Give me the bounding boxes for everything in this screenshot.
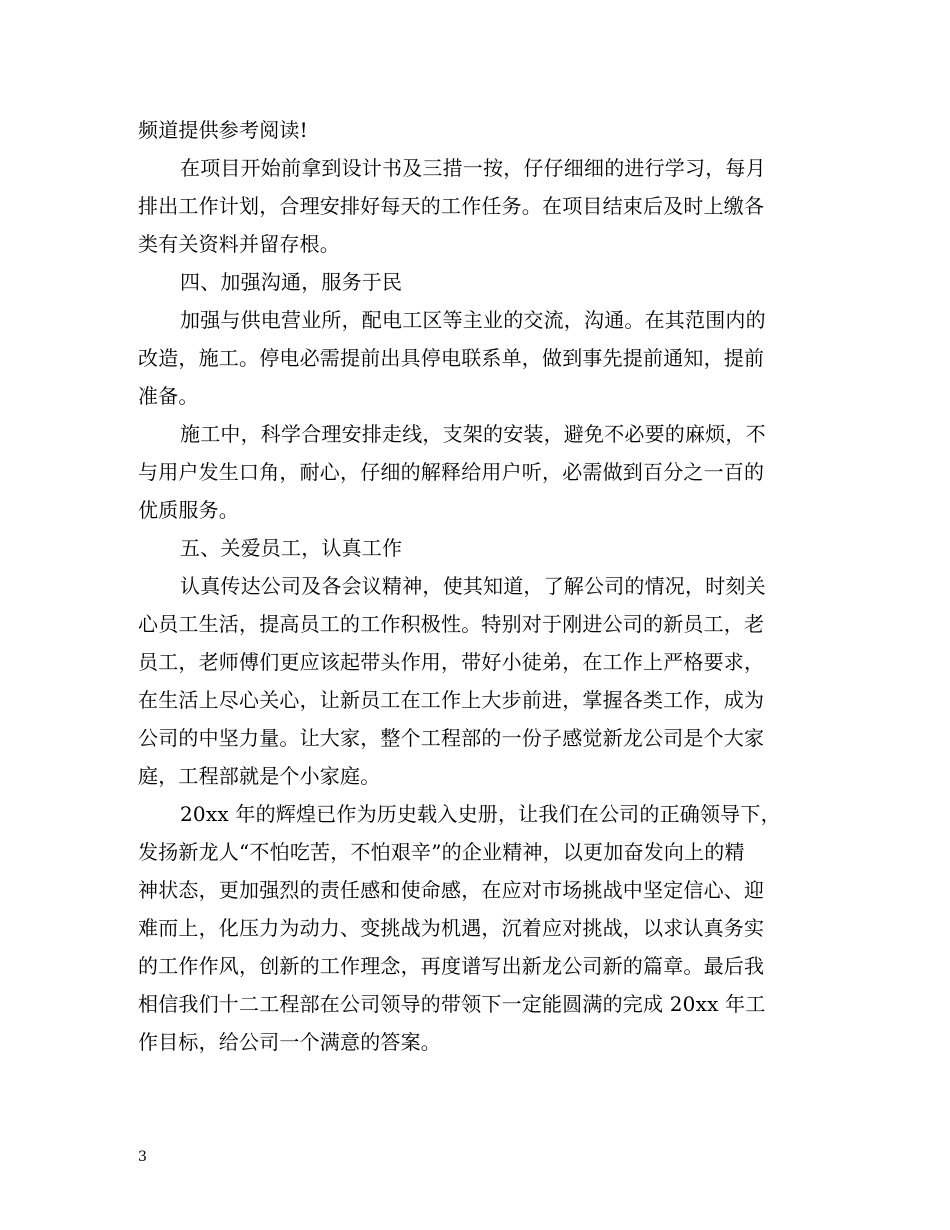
text-line: 心员工生活，提高员工的工作积极性。特别对于刚进公司的新员工，老: [138, 612, 765, 636]
text-line: 优质服务。: [138, 498, 239, 522]
text-line: 难而上，化压力为动力、变挑战为机遇，沉着应对挑战，以求认真务实: [138, 916, 765, 940]
text-line: 发扬新龙人“不怕吃苦，不怕艰辛”的企业精神，以更加奋发向上的精: [138, 840, 745, 864]
text-line: 作目标，给公司一个满意的答案。: [138, 1030, 441, 1054]
text-line: 频道提供参考阅读!: [138, 118, 308, 142]
paragraph-first-line: 施工中，科学合理安排走线，支架的安装，避免不必要的麻烦，不: [180, 422, 766, 446]
text-line: 公司的中坚力量。让大家，整个工程部的一份子感觉新龙公司是个大家: [138, 726, 765, 750]
text-line: 改造，施工。停电必需提前出具停电联系单，做到事先提前通知，提前: [138, 346, 765, 370]
text-line: 员工，老师傅们更应该起带头作用，带好小徒弟，在工作上严格要求，: [138, 650, 765, 674]
text-line: 排出工作计划，合理安排好每天的工作任务。在项目结束后及时上缴各: [138, 194, 765, 218]
text-line: 相信我们十二工程部在公司领导的带领下一定能圆满的完成 20xx 年工: [138, 992, 766, 1016]
paragraph-first-line: 在项目开始前拿到设计书及三措一按，仔仔细细的进行学习，每月: [180, 156, 766, 180]
text-line: 庭，工程部就是个小家庭。: [138, 764, 381, 788]
page-number: 3: [138, 1149, 147, 1165]
paragraph-first-line: 20xx 年的辉煌已作为历史载入史册，让我们在公司的正确领导下，: [180, 802, 781, 826]
paragraph-first-line: 认真传达公司及各会议精神，使其知道，了解公司的情况，时刻关: [180, 574, 766, 598]
text-line: 与用户发生口角，耐心，仔细的解释给用户听，必需做到百分之一百的: [138, 460, 765, 484]
text-line: 准备。: [138, 384, 199, 408]
document-body: [138, 111, 818, 1061]
text-line: 的工作作风，创新的工作理念，再度谱写出新龙公司新的篇章。最后我: [138, 954, 765, 978]
paragraph-first-line: 加强与供电营业所，配电工区等主业的交流，沟通。在其范围内的: [180, 308, 766, 332]
section-heading: 五、关爱员工，认真工作: [180, 536, 403, 560]
text-line: 类有关资料并留存根。: [138, 232, 340, 256]
text-line: 神状态，更加强烈的责任感和使命感，在应对市场挑战中坚定信心、迎: [138, 878, 765, 902]
text-line: 在生活上尽心关心，让新员工在工作上大步前进，掌握各类工作，成为: [138, 688, 765, 712]
section-heading: 四、加强沟通，服务于民: [180, 270, 403, 294]
